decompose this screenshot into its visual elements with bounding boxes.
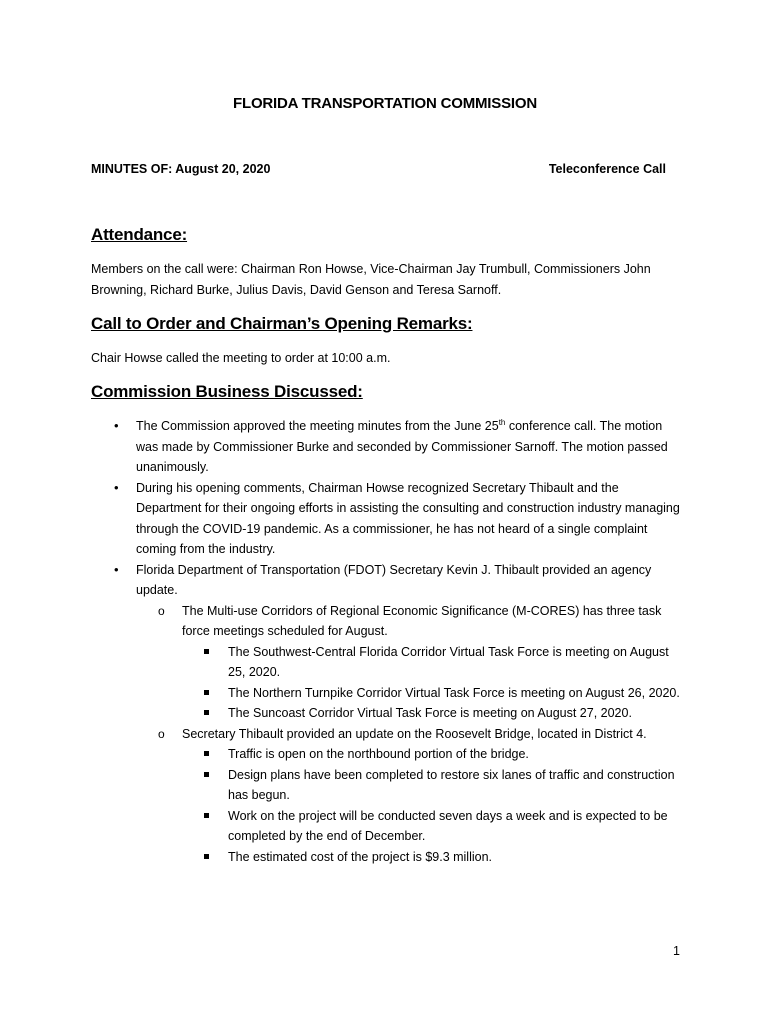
minutes-date: MINUTES OF: August 20, 2020: [91, 162, 271, 176]
sub-item-roosevelt-bridge: [136, 724, 682, 868]
item1-superscript: th: [498, 417, 506, 427]
list-item-text: The Suncoast Corridor Virtual Task Force is meeting on August 27, 2020.: [228, 706, 632, 720]
sub1-text: The Multi-use Corridors of Regional Economic Significance (M-CORES) has three task force meetings scheduled for August.: [182, 603, 662, 638]
square-bullet-icon: [204, 854, 209, 859]
square-bullet-icon: [204, 813, 209, 818]
list-item-text: The Southwest-Central Florida Corridor Virtual Task Force is meeting on August 25, 2020.: [228, 644, 669, 679]
sub-item-m-cores: [136, 601, 682, 724]
square-bullet-icon: [204, 751, 209, 756]
business-list: [112, 416, 682, 867]
list-item: [182, 744, 682, 765]
list-item-text: Traffic is open on the northbound portion of the bridge.: [228, 747, 529, 761]
circle-bullet-icon: o: [158, 726, 165, 741]
square-bullet-icon: [204, 649, 209, 654]
page-number: 1: [673, 944, 680, 958]
circle-bullet-icon: o: [158, 603, 165, 618]
bridge-list: [182, 744, 682, 867]
business-heading: Commission Business Discussed:: [91, 382, 363, 401]
list-item: [182, 703, 682, 724]
meeting-type: Teleconference Call: [548, 162, 666, 176]
list-item-text: The Northern Turnpike Corridor Virtual Task Force is meeting on August 26, 2020.: [228, 685, 680, 700]
sub2-text: Secretary Thibault provided an update on the Roosevelt Bridge, located in District 4.: [182, 726, 647, 741]
list-item: [182, 765, 682, 806]
business-item-opening-comments: • During his opening comments, Chairman Howse recognized Secretary Thibault and the Department for their ongoing efforts in assisting the consulting and construction industry managing through the COVID-19 pandemic. As a commissioner, he has not heard of a single complaint coming from the industry.: [112, 478, 682, 560]
page-title: FLORIDA TRANSPORTATION COMMISSION: [233, 95, 537, 112]
list-item: [182, 806, 682, 847]
list-item: [182, 683, 682, 704]
list-item: [182, 642, 682, 683]
call-to-order-heading: Call to Order and Chairman’s Opening Remarks:: [91, 314, 473, 333]
item3-text: Florida Department of Transportation (FDOT) Secretary Kevin J. Thibault provided an agency update.: [136, 562, 652, 597]
list-item-text: Design plans have been completed to restore six lanes of traffic and construction has begun.: [228, 767, 675, 802]
agency-update-sublist: [136, 601, 682, 868]
m-cores-list: [182, 642, 682, 724]
business-item-agency-update: [112, 560, 682, 868]
square-bullet-icon: [204, 710, 209, 715]
call-to-order-text: Chair Howse called the meeting to order at 10:00 a.m.: [91, 351, 391, 365]
list-item: [182, 847, 682, 868]
attendance-heading: Attendance:: [91, 225, 188, 244]
list-item-text: Work on the project will be conducted seven days a week and is expected to be completed by the end of December.: [228, 808, 668, 843]
attendance-text: Members on the call were: Chairman Ron Howse, Vice-Chairman Jay Trumbull, Commissioners John Browning, Richard Burke, Julius Davis, David Genson and Teresa Sarnoff.: [91, 262, 651, 297]
square-bullet-icon: [204, 772, 209, 777]
list-item-text: The estimated cost of the project is $9.3 million.: [228, 849, 493, 864]
business-item-minutes: [112, 416, 682, 478]
item1-text-a: The Commission approved the meeting minutes from the June 25: [136, 419, 499, 433]
square-bullet-icon: [204, 690, 209, 695]
item1-text-b: conference call. The motion was made by Commissioner Burke and seconded by Commissioner Sarnoff. The motion passed unanimously.: [136, 419, 668, 474]
